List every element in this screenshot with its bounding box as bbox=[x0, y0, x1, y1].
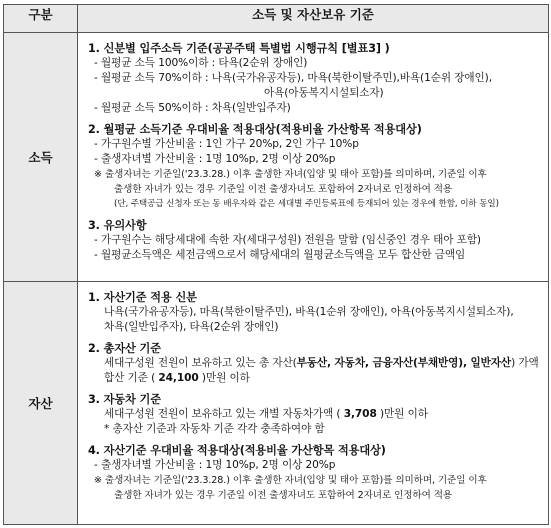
list-item: - 가구원수는 해당세대에 속한 자(세대구성원) 전원을 말함 (임신중인 경우 태아 포함) bbox=[94, 234, 481, 246]
total-asset-limit: 24,100 bbox=[158, 372, 199, 384]
text: )만원 이하 bbox=[376, 408, 428, 420]
list-item: - 월평균 소득 70%이하 : 나욕(국가유공자등), 마욕(북한이탈주민),바욕(1순위 장애인), bbox=[94, 72, 492, 84]
income-section-1 bbox=[88, 41, 542, 116]
header-content: 소득 및 자산보유 기준 bbox=[78, 5, 549, 33]
list-item: 차욕(일반입주자), 타욕(2순위 장애인) bbox=[104, 321, 279, 333]
assets-row bbox=[4, 282, 549, 525]
list-item bbox=[88, 371, 542, 386]
list-item: - 월평균 소득 50%이하 : 차욕(일반입주자) bbox=[94, 102, 291, 114]
assets-label: 자산 bbox=[4, 282, 78, 525]
note-line: ※ 출생자녀는 기준일('23.3.28.) 이후 출생한 자녀(입양 및 태아 포함)를 의미하며, 기준일 이후 bbox=[94, 169, 487, 180]
list-item: * 총자산 기준과 자동차 기준 각각 충족하여야 함 bbox=[104, 423, 325, 435]
note-line: 출생한 자녀가 있는 경우 기준일 이전 출생자녀도 포함하여 2자녀로 인정하여 적용 bbox=[114, 490, 453, 501]
note-line: (단, 주택공급 신청자 또는 동 배우자와 같은 세대별 주민등록표에 등재되어 있는 경우에 한함, 이하 동일) bbox=[114, 199, 499, 209]
list-item: - 월평균 소득 100%이하 : 타욕(2순위 장애인) bbox=[94, 57, 308, 69]
note-line: 출생한 자녀가 있는 경우 기준일 이전 출생자녀도 포함하여 2자녀로 인정하여 적용 bbox=[114, 184, 453, 195]
list-item: - 출생자녀별 가산비율 : 1명 10%p, 2명 이상 20%p bbox=[94, 153, 336, 165]
list-item bbox=[88, 407, 542, 422]
section-title: 3. 유의사항 bbox=[88, 219, 147, 232]
section-title: 3. 자동차 기준 bbox=[88, 393, 161, 406]
assets-content bbox=[78, 282, 549, 525]
header-category: 구분 bbox=[4, 5, 78, 33]
section-title: 1. 자산기준 적용 신분 bbox=[88, 291, 197, 304]
section-title: 1. 신분별 입주소득 기준(공공주택 특별법 시행규칙 [별표3] ) bbox=[88, 42, 390, 55]
vehicle-limit: 3,708 bbox=[343, 408, 377, 420]
income-section-3 bbox=[88, 218, 542, 263]
text: 세대구성원 전원이 보유하고 있는 총 자산( bbox=[104, 357, 297, 369]
note-line: ※ 출생자녀는 기준일('23.3.28.) 이후 출생한 자녀(입양 및 태아 포함)를 의미하며, 기준일 이후 bbox=[94, 475, 487, 486]
table-header-row bbox=[4, 5, 549, 33]
list-item-continued: 아욕(아동복지시설퇴소자) bbox=[264, 87, 384, 99]
criteria-table bbox=[3, 4, 549, 525]
section-title: 4. 자산기준 우대비율 적용대상(적용비율 가산항목 적용대상) bbox=[88, 444, 386, 457]
text: )만원 이하 bbox=[198, 372, 250, 384]
list-item: - 월평균소득액은 세전금액으로서 해당세대의 월평균소득액을 모두 합산한 금액임 bbox=[94, 249, 466, 261]
assets-section-3 bbox=[88, 392, 542, 437]
list-item: - 출생자녀별 가산비율 : 1명 10%p, 2명 이상 20%p bbox=[94, 459, 336, 471]
assets-section-2 bbox=[88, 341, 542, 386]
list-item: - 가구원수별 가산비율 : 1인 가구 20%p, 2인 가구 10%p bbox=[94, 138, 359, 150]
text: 합산 기준 ( bbox=[104, 372, 159, 384]
income-row bbox=[4, 33, 549, 282]
list-item: 나욕(국가유공자등), 마욕(북한이탈주민), 바욕(1순위 장애인), 아욕(아동복지시설퇴소자), bbox=[104, 306, 514, 318]
text: ) 가액 bbox=[511, 357, 539, 369]
assets-section-4 bbox=[88, 443, 542, 503]
income-content bbox=[78, 33, 549, 282]
list-item bbox=[88, 356, 542, 371]
income-label: 소득 bbox=[4, 33, 78, 282]
assets-section-1 bbox=[88, 290, 542, 335]
section-title: 2. 월평균 소득기준 우대비율 적용대상(적용비율 가산항목 적용대상) bbox=[88, 123, 422, 136]
section-title: 2. 총자산 기준 bbox=[88, 342, 161, 355]
text: 세대구성원 전원이 보유하고 있는 개별 자동차가액 ( bbox=[104, 408, 344, 420]
income-section-2 bbox=[88, 122, 542, 212]
asset-types: 부동산, 자동차, 금융자산(부채반영), 일반자산 bbox=[296, 357, 512, 369]
